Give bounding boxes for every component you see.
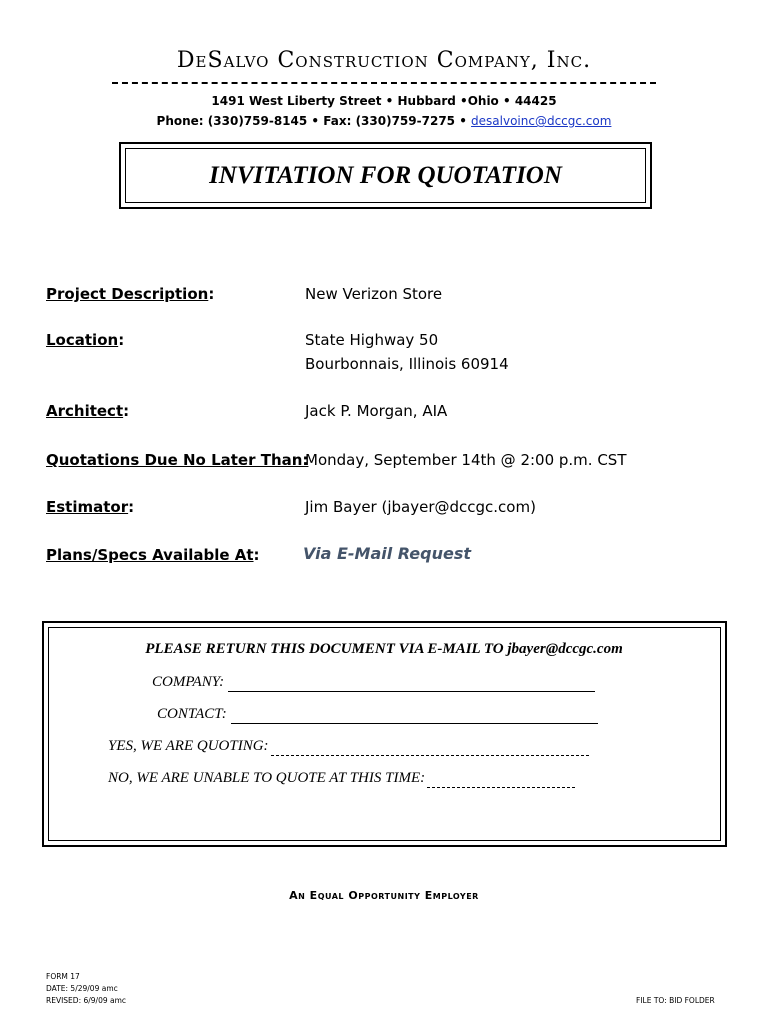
yes-quoting-label: YES, WE ARE QUOTING: [108, 738, 269, 754]
header-divider [112, 82, 656, 84]
yes-quoting-blank[interactable] [271, 741, 589, 756]
contact-field-blank[interactable] [231, 709, 598, 724]
company-contact-line [0, 113, 768, 129]
architect-value: Jack P. Morgan, AIA [305, 402, 448, 420]
form-date: DATE: 5/29/09 amc [46, 984, 118, 993]
document-title: INVITATION FOR QUOTATION [209, 161, 562, 189]
estimator-label: Estimator: [46, 498, 135, 516]
location-value-line2: Bourbonnais, Illinois 60914 [305, 355, 509, 373]
no-quote-row [108, 768, 575, 788]
plans-specs-label: Plans/Specs Available At: [46, 546, 260, 564]
equal-opportunity-statement: An Equal Opportunity Employer [289, 889, 479, 902]
quotations-due-value: Monday, September 14th @ 2:00 p.m. CST [305, 451, 627, 469]
architect-label: Architect: [46, 402, 130, 420]
no-quote-label: NO, WE ARE UNABLE TO QUOTE AT THIS TIME: [108, 770, 426, 786]
company-field-blank[interactable] [228, 677, 595, 692]
yes-quoting-row [108, 736, 589, 756]
plans-specs-value: Via E-Mail Request [303, 544, 472, 563]
project-description-value: New Verizon Store [305, 285, 443, 303]
company-name: DeSalvo Construction Company, Inc. [176, 48, 592, 73]
no-quote-blank[interactable] [427, 773, 575, 788]
contact-row [157, 704, 598, 724]
company-address: 1491 West Liberty Street • Hubbard •Ohio • 44425 [211, 94, 557, 108]
project-description-label: Project Description: [46, 285, 215, 303]
phone-fax-text: Phone: (330)759-8145 • Fax: (330)759-7275 • [156, 114, 472, 128]
location-value-line1: State Highway 50 [305, 331, 439, 349]
estimator-value: Jim Bayer (jbayer@dccgc.com) [305, 498, 536, 516]
form-revised: REVISED: 6/9/09 amc [46, 996, 127, 1005]
contact-field-label: CONTACT: [157, 706, 227, 722]
form-number: FORM 17 [46, 972, 80, 981]
title-box-inner [125, 148, 646, 203]
file-to-note: FILE TO: BID FOLDER [636, 996, 715, 1005]
quotations-due-label: Quotations Due No Later Than: [46, 451, 309, 469]
company-field-label: COMPANY: [152, 674, 225, 690]
company-email-link[interactable]: desalvoinc@dccgc.com [471, 114, 612, 128]
return-instructions: PLEASE RETURN THIS DOCUMENT VIA E-MAIL TO jbayer@dccgc.com [145, 641, 623, 657]
company-row [152, 672, 595, 692]
location-label: Location: [46, 331, 125, 349]
title-box [119, 142, 652, 209]
